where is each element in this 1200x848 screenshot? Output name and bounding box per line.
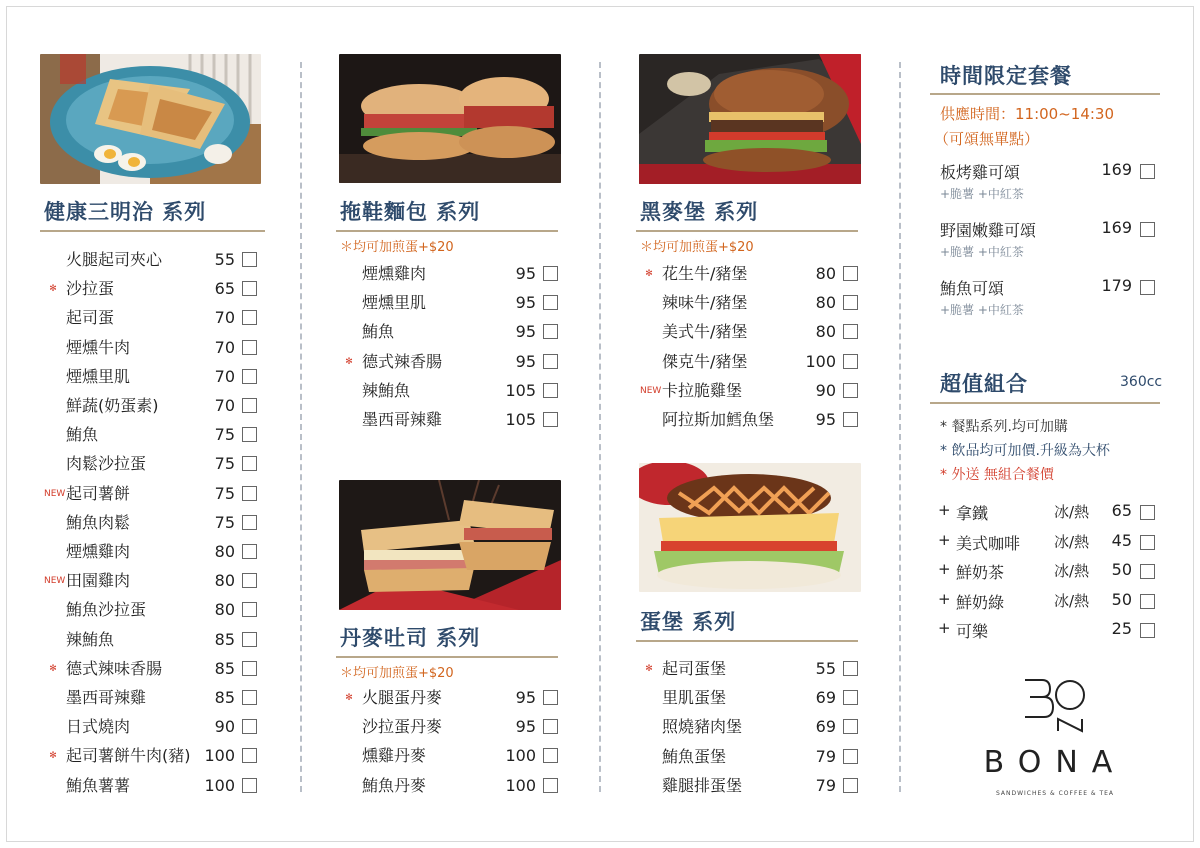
- mark-placeholder: [340, 744, 358, 768]
- column-divider: [300, 62, 302, 792]
- menu-item: [44, 774, 262, 798]
- menu-item-price: 75: [214, 512, 235, 532]
- order-checkbox[interactable]: [242, 427, 257, 442]
- combo-note-2: * 飲品均可加價.升級為大杯: [940, 443, 1110, 459]
- order-checkbox[interactable]: [242, 690, 257, 705]
- section-title: 健康三明治 系列: [44, 200, 207, 224]
- order-checkbox[interactable]: [242, 369, 257, 384]
- menu-item-name: 阿拉斯加鱈魚堡: [662, 410, 775, 429]
- menu-item-name: 煙燻牛肉: [66, 337, 131, 357]
- ciabatta-photo: [339, 54, 561, 183]
- menu-item: [640, 408, 863, 432]
- menu-item-name: 墨西哥辣雞: [66, 688, 147, 707]
- order-checkbox[interactable]: [242, 661, 257, 676]
- combo-title: 超值組合: [940, 372, 1028, 396]
- recommend-icon: ✻: [345, 693, 353, 703]
- mark-placeholder: [640, 686, 658, 710]
- order-checkbox[interactable]: [242, 544, 257, 559]
- order-checkbox[interactable]: [843, 661, 858, 676]
- mark-placeholder: [640, 408, 658, 432]
- limited-item-addon: +脆薯 +中紅茶: [940, 245, 1024, 259]
- mark-placeholder: [340, 320, 358, 344]
- menu-item: [44, 598, 262, 622]
- menu-item: [340, 774, 563, 798]
- menu-item-name: 日式燒肉: [66, 717, 131, 737]
- menu-item-price: 80: [214, 571, 235, 591]
- combo-item-name: 拿鐵: [956, 504, 989, 523]
- mark-placeholder: [640, 774, 658, 798]
- order-checkbox[interactable]: [242, 252, 257, 267]
- order-checkbox[interactable]: [843, 354, 858, 369]
- menu-item-name: 德式辣香腸: [362, 351, 443, 371]
- mark-placeholder: [340, 262, 358, 286]
- order-checkbox[interactable]: [242, 281, 257, 296]
- menu-item-price: 100: [505, 775, 536, 795]
- menu-item-name: 起司薯餅: [66, 483, 131, 503]
- mark-placeholder: [44, 628, 62, 652]
- limited-item-addon: +脆薯 +中紅茶: [940, 303, 1024, 317]
- menu-item-name: 鮪魚肉鬆: [66, 512, 131, 532]
- limited-item-price: 169: [1101, 160, 1132, 179]
- section-rule: [336, 656, 558, 658]
- menu-item-price: 85: [214, 629, 235, 649]
- plus-icon: +: [938, 530, 951, 549]
- recommend-icon: ✻: [49, 284, 57, 295]
- mark-placeholder: [44, 511, 62, 535]
- menu-item: [44, 365, 262, 389]
- mark-placeholder: [44, 365, 62, 389]
- order-checkbox[interactable]: [843, 295, 858, 310]
- menu-item-price: 70: [214, 366, 235, 386]
- order-checkbox[interactable]: [242, 456, 257, 471]
- menu-item-price: 100: [805, 351, 836, 371]
- order-checkbox[interactable]: [543, 719, 558, 734]
- order-checkbox[interactable]: [843, 412, 858, 427]
- section-title: 蛋堡 系列: [640, 610, 737, 634]
- mark-placeholder: [44, 423, 62, 447]
- mark-placeholder: [44, 715, 62, 739]
- mark-placeholder: [640, 350, 658, 374]
- menu-item: [340, 350, 563, 374]
- menu-item-price: 95: [515, 264, 536, 283]
- order-checkbox[interactable]: [242, 632, 257, 647]
- order-checkbox[interactable]: [242, 602, 257, 617]
- plus-icon: +: [938, 560, 951, 578]
- menu-item: [340, 379, 563, 403]
- menu-item-price: 80: [214, 600, 235, 620]
- mark-placeholder: [340, 774, 358, 798]
- menu-item-price: 80: [815, 322, 836, 342]
- menu-item-name: 煙燻里肌: [66, 366, 131, 386]
- plus-icon: +: [938, 589, 951, 608]
- column-divider: [899, 62, 901, 792]
- limited-rule: [930, 93, 1160, 95]
- menu-item-name: 起司蛋堡: [662, 659, 727, 678]
- order-checkbox[interactable]: [1140, 505, 1155, 520]
- menu-item-name: 鮪魚丹麥: [362, 775, 427, 795]
- menu-item-name: 起司蛋: [66, 308, 115, 328]
- order-checkbox[interactable]: [242, 748, 257, 763]
- menu-item-name: 雞腿排蛋堡: [662, 775, 743, 795]
- mark-placeholder: [44, 540, 62, 564]
- menu-item: [44, 686, 262, 710]
- menu-item-price: 95: [515, 351, 536, 371]
- mark-placeholder: [44, 306, 62, 330]
- menu-item-name: 鮪魚薯薯: [66, 775, 131, 795]
- menu-item-name: 沙拉蛋丹麥: [362, 717, 443, 737]
- limited-item-name: 鮪魚可頌: [940, 279, 1005, 298]
- menu-item-name: 燻雞丹麥: [362, 746, 427, 766]
- menu-item-name: 煙燻里肌: [362, 293, 427, 313]
- menu-item-price: 90: [815, 380, 836, 400]
- menu-item: [640, 320, 863, 344]
- menu-item: [340, 715, 563, 739]
- menu-item-price: 75: [214, 483, 235, 503]
- menu-item-name: 傑克牛/豬堡: [662, 351, 748, 371]
- menu-item-name: 德式辣味香腸: [66, 658, 163, 678]
- menu-item: [340, 686, 563, 710]
- menu-item-name: 鮪魚: [66, 425, 99, 445]
- menu-item-name: 辣鮪魚: [362, 380, 411, 400]
- order-checkbox[interactable]: [843, 383, 858, 398]
- combo-item-price: 45: [1111, 530, 1132, 550]
- menu-item-price: 80: [214, 542, 235, 561]
- limited-title: 時間限定套餐: [940, 64, 1072, 88]
- limited-item-price: 169: [1101, 218, 1132, 237]
- order-checkbox[interactable]: [843, 749, 858, 764]
- menu-item: [640, 715, 863, 739]
- recommend-icon: ✻: [645, 664, 653, 674]
- order-checkbox[interactable]: [1140, 594, 1155, 609]
- menu-item-name: 煙燻雞肉: [362, 264, 427, 283]
- plus-icon: +: [938, 501, 951, 519]
- order-checkbox[interactable]: [1140, 564, 1155, 579]
- menu-item-name: 鮮蔬(奶蛋素): [66, 396, 159, 415]
- limited-item-name: 野園嫩雞可頌: [940, 221, 1037, 240]
- menu-item-name: 鮪魚沙拉蛋: [66, 600, 147, 620]
- recommend-icon: ✻: [49, 663, 57, 674]
- column-divider: [599, 62, 601, 792]
- menu-item-name: 田園雞肉: [66, 571, 131, 591]
- limited-item-price: 179: [1101, 276, 1132, 295]
- menu-item-price: 85: [214, 658, 235, 678]
- menu-item: [340, 408, 563, 432]
- combo-item-name: 鮮奶茶: [956, 563, 1005, 582]
- menu-item-price: 79: [815, 775, 836, 795]
- mark-placeholder: [640, 320, 658, 344]
- order-checkbox[interactable]: [543, 778, 558, 793]
- menu-item-price: 70: [214, 337, 235, 357]
- combo-item-price: 65: [1111, 501, 1132, 520]
- combo-note-1: * 餐點系列.均可加購: [940, 419, 1068, 435]
- menu-item-name: 墨西哥辣雞: [362, 410, 443, 429]
- menu-item-name: 辣味牛/豬堡: [662, 293, 748, 313]
- menu-item-price: 69: [815, 717, 836, 737]
- menu-item-price: 80: [815, 264, 836, 283]
- order-checkbox[interactable]: [843, 324, 858, 339]
- order-checkbox[interactable]: [242, 310, 257, 325]
- menu-item-price: 100: [204, 775, 235, 795]
- combo-volume: 360cc: [1120, 374, 1163, 390]
- menu-item: [640, 686, 863, 710]
- danish-toast-photo: [339, 480, 561, 610]
- section-note: ＊均可加煎蛋+$20: [640, 240, 754, 255]
- combo-note-3: * 外送 無組合餐價: [940, 467, 1054, 483]
- combo-item-name: 可樂: [956, 622, 989, 641]
- combo-item-temp: 冰/熱: [1054, 591, 1090, 610]
- order-checkbox[interactable]: [242, 515, 257, 530]
- menu-item: [44, 569, 262, 593]
- menu-item: [44, 394, 262, 418]
- menu-item: [340, 291, 563, 315]
- plus-icon: +: [938, 619, 951, 637]
- mark-placeholder: [44, 394, 62, 418]
- menu-item-price: 90: [214, 717, 235, 737]
- menu-item: [44, 248, 262, 272]
- mark-placeholder: [44, 598, 62, 622]
- order-checkbox[interactable]: [843, 690, 858, 705]
- menu-item: [44, 482, 262, 506]
- limited-item-name: 板烤雞可頌: [940, 163, 1021, 182]
- combo-item-name: 鮮奶綠: [956, 592, 1005, 612]
- section-rule: [636, 640, 858, 642]
- section-note: ＊均可加煎蛋+$20: [340, 666, 454, 681]
- new-badge: NEW: [640, 385, 662, 396]
- order-checkbox[interactable]: [843, 778, 858, 793]
- menu-item: [44, 715, 262, 739]
- menu-item-price: 95: [815, 410, 836, 429]
- menu-item-price: 75: [214, 425, 235, 445]
- menu-item-price: 55: [214, 250, 235, 269]
- mark-placeholder: [640, 715, 658, 739]
- combo-rule: [930, 402, 1160, 404]
- order-checkbox[interactable]: [242, 778, 257, 793]
- menu-item: [640, 745, 863, 769]
- menu-item: [640, 379, 863, 403]
- menu-item: [44, 336, 262, 360]
- brand-name: BONA: [983, 745, 1127, 780]
- limited-time: 供應時間：11:00~14:30: [940, 105, 1115, 123]
- menu-item-price: 85: [214, 688, 235, 707]
- egg-burger-photo: [639, 463, 861, 592]
- mark-placeholder: [340, 715, 358, 739]
- menu-item: [640, 350, 863, 374]
- menu-item-price: 75: [214, 454, 235, 474]
- menu-item-price: 70: [214, 396, 235, 415]
- menu-item: [44, 452, 262, 476]
- order-checkbox[interactable]: [1140, 280, 1155, 295]
- menu-item: [44, 628, 262, 652]
- menu-item: [44, 511, 262, 535]
- menu-item-name: 煙燻雞肉: [66, 542, 131, 561]
- mark-placeholder: [44, 774, 62, 798]
- order-checkbox[interactable]: [242, 719, 257, 734]
- menu-item-price: 100: [505, 746, 536, 766]
- section-rule: [336, 230, 558, 232]
- menu-item: [44, 744, 262, 768]
- menu-item: [44, 657, 262, 681]
- order-checkbox[interactable]: [242, 340, 257, 355]
- new-badge: NEW: [44, 488, 66, 499]
- menu-item-price: 95: [515, 293, 536, 313]
- menu-item-price: 70: [214, 308, 235, 328]
- section-title: 丹麥吐司 系列: [340, 626, 481, 650]
- menu-item: [44, 423, 262, 447]
- menu-item-price: 95: [515, 688, 536, 707]
- menu-item-name: 沙拉蛋: [66, 279, 115, 299]
- combo-item-temp: 冰/熱: [1054, 562, 1090, 580]
- menu-item-name: 鮪魚蛋堡: [662, 746, 727, 766]
- sandwich-photo: [40, 54, 261, 184]
- order-checkbox[interactable]: [1140, 623, 1155, 638]
- order-checkbox[interactable]: [1140, 164, 1155, 179]
- menu-item: [640, 657, 863, 681]
- order-checkbox[interactable]: [543, 266, 558, 281]
- menu-item-name: 火腿蛋丹麥: [362, 688, 443, 707]
- menu-item-name: 花生牛/豬堡: [662, 264, 748, 283]
- menu-item-price: 69: [815, 688, 836, 708]
- menu-item: [44, 306, 262, 330]
- menu-item: [640, 291, 863, 315]
- menu-item-name: 美式牛/豬堡: [662, 322, 748, 342]
- menu-item-name: 肉鬆沙拉蛋: [66, 454, 147, 474]
- menu-item-name: 辣鮪魚: [66, 629, 115, 649]
- mark-placeholder: [44, 248, 62, 272]
- menu-item-price: 95: [515, 322, 536, 342]
- combo-item-temp: 冰/熱: [1054, 532, 1090, 551]
- mark-placeholder: [340, 408, 358, 432]
- menu-item-name: 照燒豬肉堡: [662, 717, 743, 737]
- limited-item-addon: +脆薯 +中紅茶: [940, 187, 1024, 201]
- limited-subnote: （可頌無單點）: [934, 130, 1040, 148]
- menu-item: [44, 540, 262, 564]
- section-note: ＊均可加煎蛋+$20: [340, 240, 454, 255]
- menu-item-name: 鮪魚: [362, 322, 395, 342]
- combo-item-temp: 冰/熱: [1054, 503, 1090, 521]
- combo-item-price: 25: [1111, 619, 1132, 638]
- new-badge: NEW: [44, 576, 66, 587]
- order-checkbox[interactable]: [242, 573, 257, 588]
- menu-item: [640, 262, 863, 286]
- order-checkbox[interactable]: [543, 354, 558, 369]
- order-checkbox[interactable]: [1140, 222, 1155, 237]
- order-checkbox[interactable]: [843, 719, 858, 734]
- order-checkbox[interactable]: [543, 412, 558, 427]
- combo-item-name: 美式咖啡: [956, 533, 1021, 553]
- menu-item: [340, 262, 563, 286]
- menu-item-price: 100: [204, 746, 235, 766]
- order-checkbox[interactable]: [543, 295, 558, 310]
- menu-item-name: 卡拉脆雞堡: [662, 380, 743, 400]
- section-title: 黑麥堡 系列: [640, 200, 759, 224]
- menu-item-name: 火腿起司夾心: [66, 250, 163, 269]
- order-checkbox[interactable]: [843, 266, 858, 281]
- menu-item: [340, 320, 563, 344]
- order-checkbox[interactable]: [543, 690, 558, 705]
- section-rule: [40, 230, 265, 232]
- menu-item: [640, 774, 863, 798]
- menu-item-price: 105: [505, 380, 536, 400]
- brand-tagline: SANDWICHES & COFFEE & TEA: [995, 790, 1115, 797]
- mark-placeholder: [340, 379, 358, 403]
- section-title: 拖鞋麵包 系列: [340, 200, 481, 224]
- order-checkbox[interactable]: [242, 486, 257, 501]
- bona-logo: [1020, 675, 1090, 737]
- menu-item-price: 105: [505, 410, 536, 429]
- menu-item: [44, 277, 262, 301]
- mark-placeholder: [44, 336, 62, 360]
- mark-placeholder: [640, 745, 658, 769]
- menu-item-name: 里肌蛋堡: [662, 688, 727, 708]
- menu-item-price: 65: [214, 279, 235, 299]
- order-checkbox[interactable]: [1140, 535, 1155, 550]
- combo-item-price: 50: [1111, 560, 1132, 579]
- mark-placeholder: [44, 686, 62, 710]
- order-checkbox[interactable]: [543, 748, 558, 763]
- recommend-icon: ✻: [645, 269, 653, 279]
- order-checkbox[interactable]: [543, 324, 558, 339]
- menu-item-price: 95: [515, 717, 536, 737]
- section-rule: [636, 230, 858, 232]
- burger-photo: [639, 54, 861, 184]
- menu-item-price: 80: [815, 293, 836, 313]
- order-checkbox[interactable]: [242, 398, 257, 413]
- order-checkbox[interactable]: [543, 383, 558, 398]
- mark-placeholder: [340, 291, 358, 315]
- menu-item: [340, 744, 563, 768]
- recommend-icon: ✻: [49, 751, 57, 762]
- menu-item-price: 55: [815, 659, 836, 678]
- menu-item-name: 起司薯餅牛肉(豬): [66, 746, 191, 766]
- recommend-icon: ✻: [345, 356, 353, 367]
- mark-placeholder: [640, 291, 658, 315]
- menu-item-price: 79: [815, 746, 836, 766]
- mark-placeholder: [44, 452, 62, 476]
- combo-item-price: 50: [1111, 589, 1132, 609]
